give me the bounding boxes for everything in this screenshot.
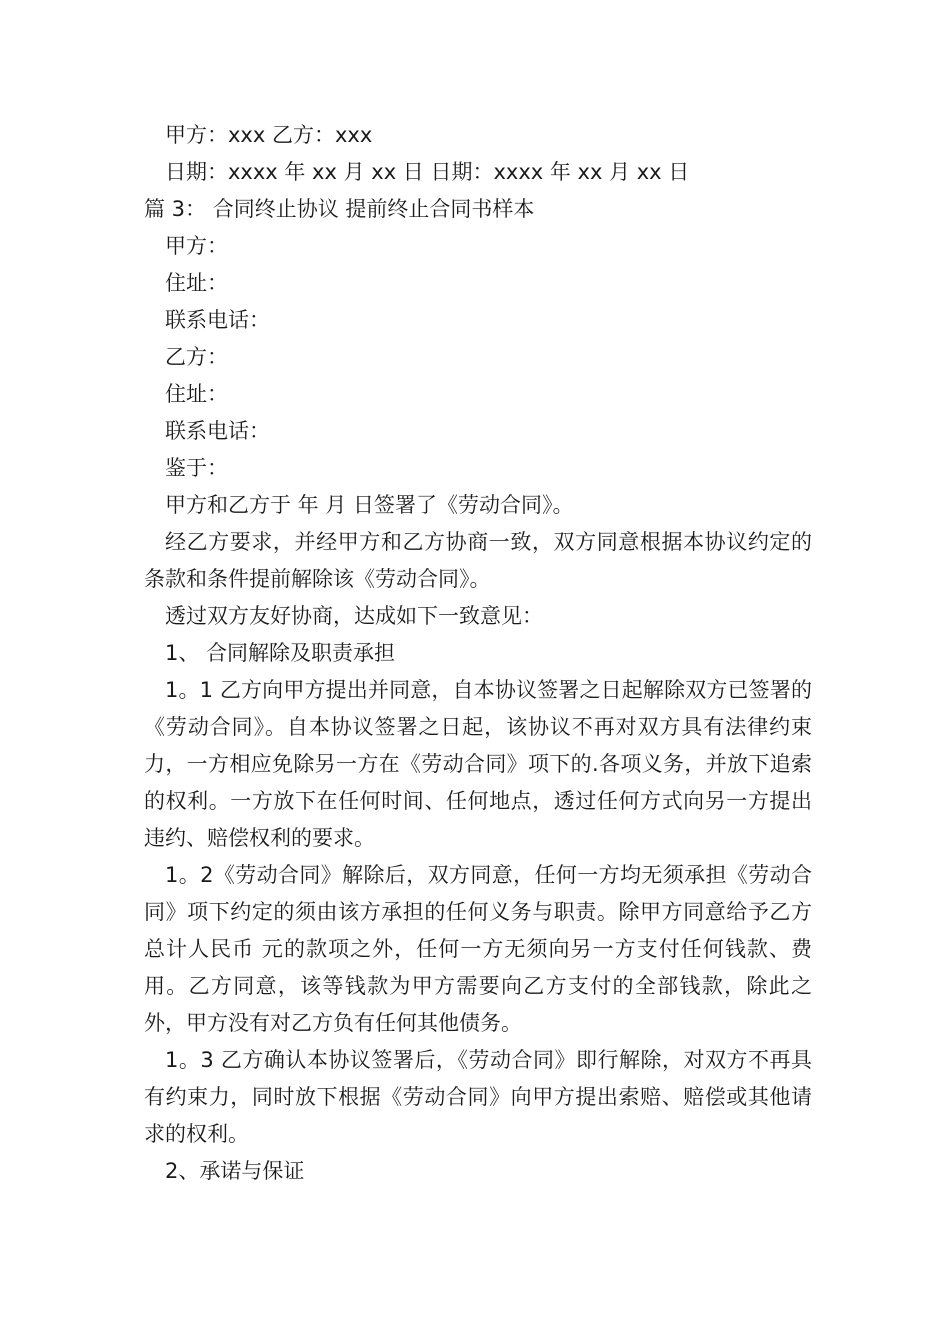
section-title: 篇 3： 合同终止协议 提前终止合同书样本 — [144, 197, 535, 221]
party-b-phone: 联系电话： — [165, 419, 270, 443]
signature-line-parties: 甲方：xxx 乙方：xxx — [165, 123, 373, 147]
whereas-heading: 鉴于： — [165, 456, 228, 480]
signature-line-dates: 日期：xxxx 年 xx 月 xx 日 日期：xxxx 年 xx 月 xx 日 — [165, 160, 690, 184]
clause-1-1: 1。1 乙方向甲方提出并同意，自本协议签署之日起解除双方已签署的《劳动合同》。自本协议签署之日起，该协议不再对双方具有法律约束力，一方相应免除另一方在《劳动合同》项下的.各项义务，并放下追索的权利。一方放下在任何时间、任何地点，透过任何方式向另一方提出违约、赔偿权利的要求。 — [144, 678, 812, 850]
party-b-label: 乙方： — [165, 345, 228, 369]
party-a-phone: 联系电话： — [165, 308, 270, 332]
party-a-label: 甲方： — [165, 234, 228, 258]
whereas-clause-2: 经乙方要求，并经甲方和乙方协商一致，双方同意根据本协议约定的条款和条件提前解除该《劳动合同》。 — [144, 530, 812, 591]
party-a-address: 住址： — [165, 271, 228, 295]
section-heading-1: 1、 合同解除及职责承担 — [165, 641, 396, 665]
clause-1-2: 1。2《劳动合同》解除后，双方同意，任何一方均无须承担《劳动合同》项下约定的须由该方承担的任何义务与职责。除甲方同意给予乙方总计人民币 元的款项之外，任何一方无须向另一方支付任何钱款、费用。乙方同意，该等钱款为甲方需要向乙方支付的全部钱款，除此之外，甲方没有对乙方负有任何其他债务。 — [144, 863, 812, 1035]
whereas-clause-1: 甲方和乙方于 年 月 日签署了《劳动合同》。 — [165, 493, 574, 517]
party-b-address: 住址： — [165, 382, 228, 406]
clause-1-3: 1。3 乙方确认本协议签署后，《劳动合同》即行解除，对双方不再具有约束力，同时放下根据《劳动合同》向甲方提出索赔、赔偿或其他请求的权利。 — [144, 1048, 812, 1146]
section-heading-2: 2、承诺与保证 — [165, 1159, 305, 1183]
document-page — [144, 117, 812, 1190]
agreement-intro: 透过双方友好协商，达成如下一致意见： — [165, 604, 543, 628]
